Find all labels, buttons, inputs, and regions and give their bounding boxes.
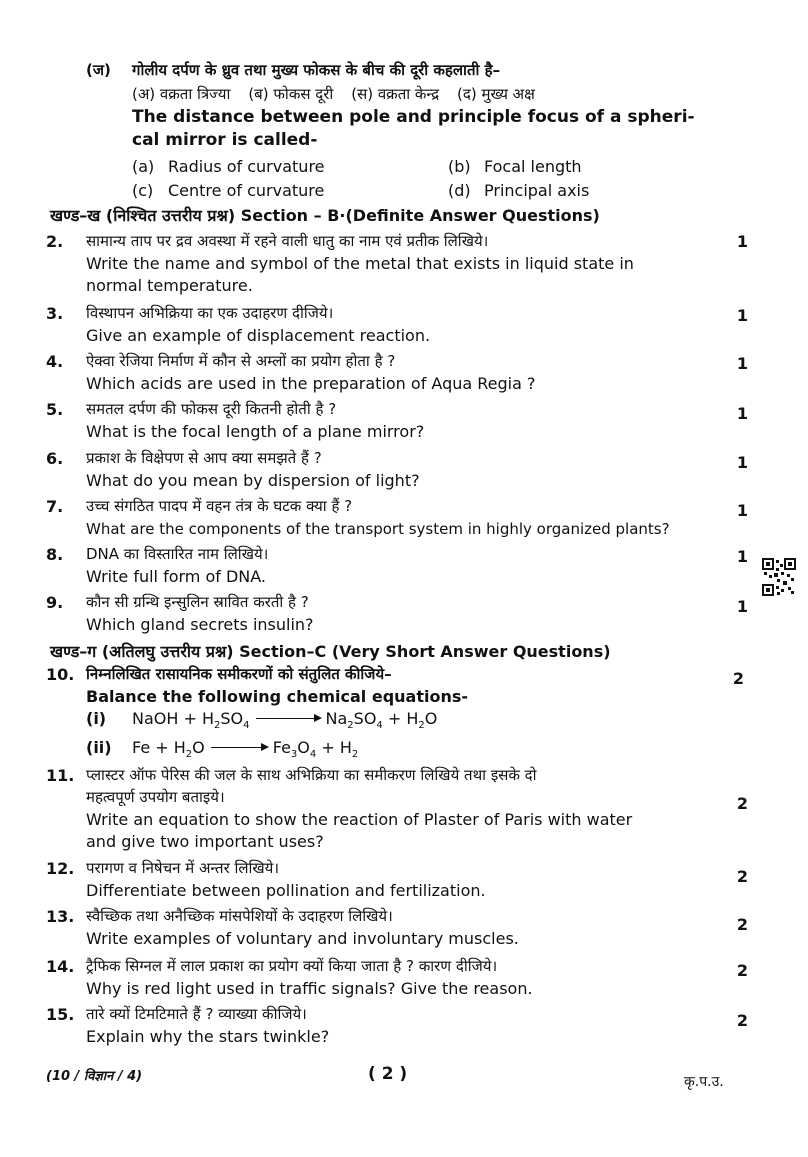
marks: 2: [736, 1011, 748, 1030]
question-hindi: ट्रैफिक सिग्नल में लाल प्रकाश का प्रयोग क्यों किया जाता है ? कारण दीजिये।: [86, 957, 498, 975]
equation-1: [86, 708, 734, 737]
question-7: [46, 496, 758, 540]
question-j-hindi-options: [132, 84, 762, 105]
question-hindi: सामान्य ताप पर द्रव अवस्था में रहने वाली धातु का नाम एवं प्रतीक लिखिये।: [86, 232, 489, 250]
reaction-arrow-icon: [256, 718, 320, 719]
option-en-c: (c) Centre of curvature: [132, 181, 325, 200]
reaction-arrow-icon: [211, 747, 267, 748]
marks: 1: [736, 306, 748, 325]
question-number: 11.: [46, 766, 75, 785]
option-en-a: (a) Radius of curvature: [132, 157, 325, 176]
question-hindi: स्वैच्छिक तथा अनैच्छिक मांसपेशियों के उदाहरण लिखिये।: [86, 907, 393, 925]
question-english-line1: Write the name and symbol of the metal that exists in liquid state in: [86, 254, 634, 273]
question-number: 9.: [46, 593, 64, 612]
section-c-heading: खण्ड–ग (अतिलघु उत्तरीय प्रश्न) Section–C (Very Short Answer Questions): [50, 642, 611, 661]
question-number: 12.: [46, 859, 75, 878]
question-number: 10.: [46, 665, 75, 684]
marks: 1: [736, 232, 748, 251]
option-hi-c: (स) वक्रता केन्द्र: [351, 85, 440, 103]
question-number: 13.: [46, 907, 75, 926]
question-number: 6.: [46, 449, 64, 468]
question-j-hindi-text: गोलीय दर्पण के ध्रुव तथा मुख्य फोकस के बीच की दूरी कहलाती है–: [132, 61, 501, 79]
question-hindi: समतल दर्पण की फोकस दूरी कितनी होती है ?: [86, 400, 337, 418]
question-english: Balance the following chemical equations-: [86, 687, 469, 706]
question-13: [46, 906, 758, 950]
marks: 1: [736, 453, 748, 472]
page-number: ( 2 ): [368, 1064, 408, 1084]
marks: 2: [736, 961, 748, 980]
question-hindi: ऐक्वा रेजिया निर्माण में कौन से अम्लों का प्रयोग होता है ?: [86, 352, 396, 370]
question-hindi: निम्नलिखित रासायनिक समीकरणों को संतुलित कीजिये–: [86, 665, 392, 683]
question-10: [46, 664, 758, 766]
question-hindi: तारे क्यों टिमटिमाते हैं ? व्याख्या कीजिये।: [86, 1005, 307, 1023]
question-english-line2: and give two important uses?: [86, 832, 324, 851]
question-hindi: उच्च संगठित पादप में वहन तंत्र के घटक क्या हैं ?: [86, 497, 353, 515]
equation-lhs: $Fe + H_2O$: [132, 738, 205, 761]
question-number: 2.: [46, 232, 64, 251]
question-english: What is the focal length of a plane mirror?: [86, 422, 425, 441]
question-english: What are the components of the transport system in highly organized plants?: [86, 520, 670, 538]
question-hindi-line1: प्लास्टर ऑफ पेरिस की जल के साथ अभिक्रिया का समीकरण लिखिये तथा इसके दो: [86, 766, 537, 784]
question-number: 3.: [46, 304, 64, 323]
question-j-english-options: [132, 156, 692, 202]
question-number: 14.: [46, 957, 75, 976]
marks: 1: [736, 404, 748, 423]
question-3: [46, 303, 758, 347]
question-hindi: DNA का विस्तारित नाम लिखिये।: [86, 545, 269, 563]
question-english: Explain why the stars twinkle?: [86, 1027, 330, 1046]
question-number: 5.: [46, 400, 64, 419]
option-hi-b: (ब) फोकस दूरी: [248, 85, 334, 103]
question-6: [46, 448, 758, 492]
question-number: 8.: [46, 545, 64, 564]
question-english-line1: Write an equation to show the reaction of Plaster of Paris with water: [86, 810, 633, 829]
marks: 1: [736, 597, 748, 616]
marks: 1: [736, 501, 748, 520]
paper-code: (10 / विज्ञान / 4): [46, 1069, 143, 1084]
option-hi-a: (अ) वक्रता त्रिज्या: [132, 85, 231, 103]
question-j-english-line2: cal mirror is called-: [132, 130, 318, 150]
marks: 1: [736, 547, 748, 566]
equation-2: [86, 737, 734, 766]
question-number: 4.: [46, 352, 64, 371]
question-hindi: कौन सी ग्रन्थि इन्सुलिन स्रावित करती है ?: [86, 593, 309, 611]
question-english: What do you mean by dispersion of light?: [86, 471, 420, 490]
question-number: 15.: [46, 1005, 75, 1024]
equation-rhs: $Fe_3O_4 + H_2$: [272, 738, 359, 761]
question-2: [46, 231, 758, 297]
equation-label: (ii): [86, 738, 112, 758]
equation-lhs: NaOH + $H_2SO_4$: [132, 709, 250, 732]
marks: 2: [732, 669, 744, 688]
question-hindi-line2: महत्वपूर्ण उपयोग बताइये।: [86, 788, 225, 806]
equation-label: (i): [86, 709, 107, 728]
option-en-d: (d) Principal axis: [448, 181, 590, 200]
question-9: [46, 592, 758, 636]
marks: 2: [736, 794, 748, 813]
question-j-hindi: [86, 60, 756, 81]
marks: 2: [736, 867, 748, 886]
question-15: [46, 1004, 758, 1048]
section-b-heading: खण्ड–ख (निश्चित उत्तरीय प्रश्न) Section – B·(Definite Answer Questions): [50, 206, 600, 225]
question-hindi: विस्थापन अभिक्रिया का एक उदाहरण दीजिये।: [86, 304, 334, 322]
qr-code-icon: [762, 558, 796, 596]
question-english: Differentiate between pollination and fertilization.: [86, 881, 486, 900]
question-english: Give an example of displacement reaction.: [86, 326, 431, 345]
question-english-line2: normal temperature.: [86, 276, 253, 295]
please-turn-over: कृ.प.उ.: [684, 1074, 724, 1090]
marks: 1: [736, 354, 748, 373]
question-5: [46, 399, 758, 443]
option-en-b: (b) Focal length: [448, 157, 582, 176]
question-english: Which gland secrets insulin?: [86, 615, 314, 634]
equation-rhs: $Na_2SO_4 + H_2O$: [325, 709, 438, 732]
question-english: Write full form of DNA.: [86, 567, 267, 586]
marks: 2: [736, 915, 748, 934]
question-hindi: प्रकाश के विक्षेपण से आप क्या समझते हैं ?: [86, 449, 322, 467]
question-english: Why is red light used in traffic signals? Give the reason.: [86, 979, 533, 998]
question-j-english-line1: The distance between pole and principle focus of a spheri-: [132, 107, 695, 127]
question-english: Which acids are used in the preparation of Aqua Regia ?: [86, 374, 536, 393]
question-english: Write examples of voluntary and involuntary muscles.: [86, 929, 519, 948]
option-hi-d: (द) मुख्य अक्ष: [457, 85, 535, 103]
question-14: [46, 956, 758, 1000]
question-4: [46, 351, 758, 395]
question-number: 7.: [46, 497, 64, 516]
question-11: [46, 765, 758, 853]
question-12: [46, 858, 758, 902]
question-hindi: परागण व निषेचन में अन्तर लिखिये।: [86, 859, 280, 877]
question-8: [46, 544, 758, 588]
question-j-english: [132, 106, 760, 152]
question-j-label: (ज): [86, 61, 111, 79]
